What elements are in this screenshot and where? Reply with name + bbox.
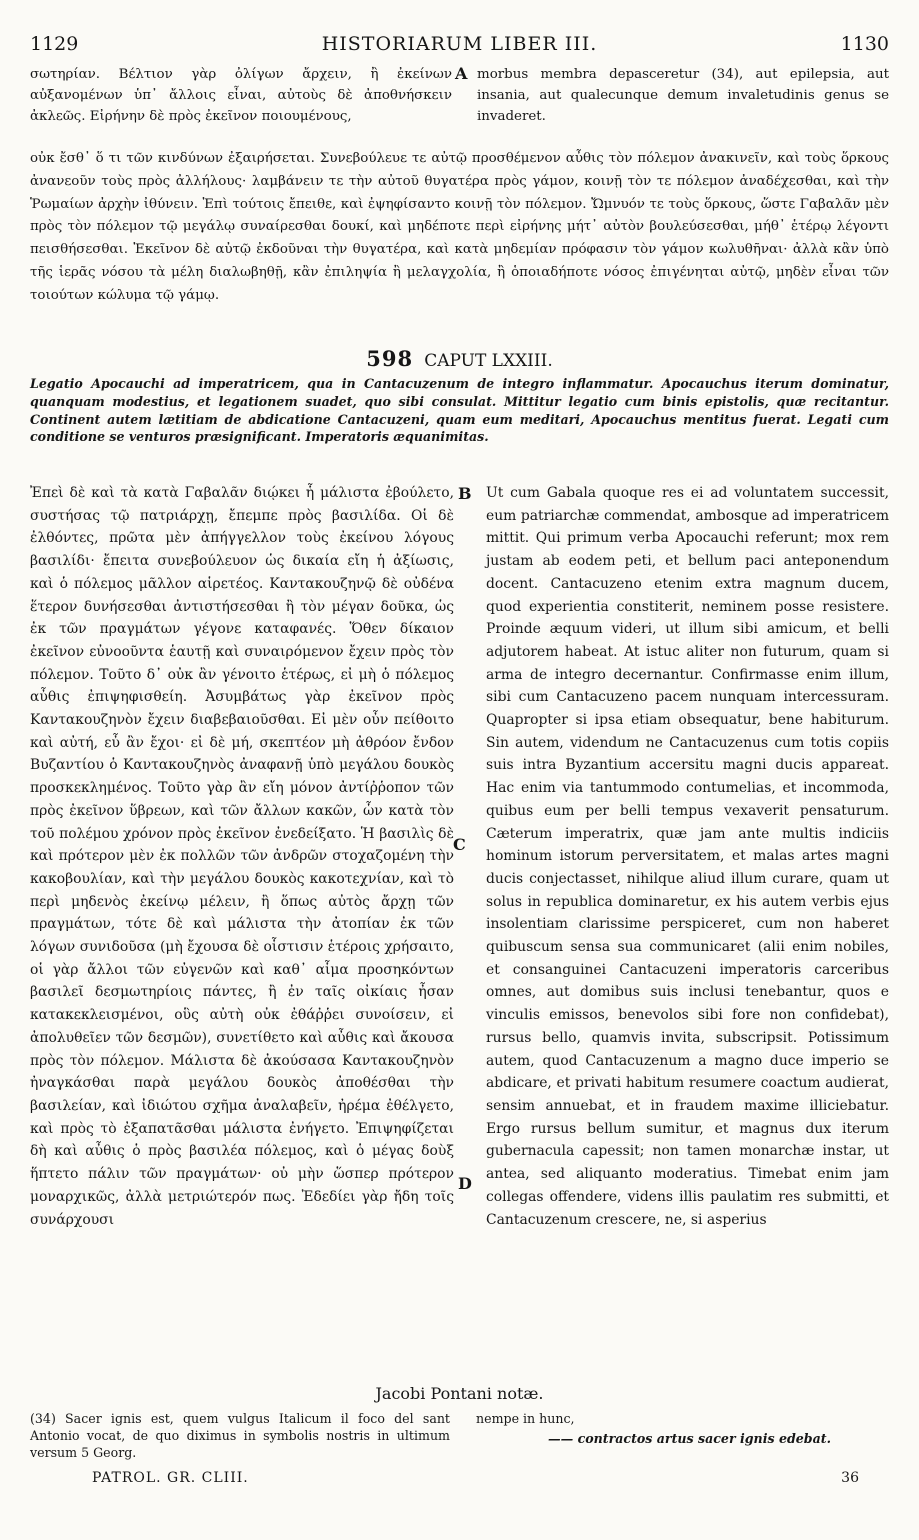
latin-column: Ut cum Gabala quoque res ei ad voluntatem successit, eum patriarchæ commendat, ambosque ad imperatricem mittit. Qui primum verba Apocauchi referunt; mox rem justam ab eodem peti, et bellum paci anteponendum docent. Cantacuzeno etenim extra magnum ducem, quod experientia constiterit, neminem posse resistere. Proinde æquum videri, ut illum sibi amicum, et belli adjutorem habeat. At istuc aliter non futurum, quam si arma de integro decernantur. Confirmasse enim illum, sibi cum Cantacuzeno pacem nunquam intercessuram. Quapropter si ipsa etiam obsequatur, bene habiturum. Sin autem, videndum ne Cantacuzenus cum totis copiis suis intra Byzantium accersitu magni ducis appareat. Hac enim via tantummodo contumelias, et incommoda, quibus eum per belli tempus vexaverit pensaturum. Cæterum imperatrix, quæ jam ante multis indiciis hominum istorum perversitatem, et malas artes magni ducis conjectasset, nihilque aliud illum curare, quam ut solus in republica dominaretur, ex his autem verbis ejus insolentiam clarissime perspiceret, cum non haberet quibuscum sensa sua communicaret (alii enim nobiles, et consanguinei Cantacuzeni imperatoris carceribus omnes, aut domibus suis inclusi tenebantur, quos e vinculis emissos, benevolos sibi fore non confidebat), rursus bello, quamvis invita, subscripsit. Potissimum autem, quod Cantacuzenum a magno duce imperio se abdicare, et privati habitum resumere coactum audierat, sensim annuebat, et in fraudem maxime illiciebatur. Ergo rursus bellum sumitur, et magnus dux iterum gubernacula capessit; non tamen monarchæ instar, ut antea, sed aliquanto moderatius. Timebat enim jam collegas offendere, videns illis paulatim res submitti, et Cantacuzenum crescere, ne, si asperius: [486, 485, 889, 1228]
greek-column: Ἐπεὶ δὲ καὶ τὰ κατὰ Γαβαλᾶν διῴκει ἧ μάλιστα ἐβούλετο, συστήσας τῷ πατριάρχῃ, ἔπεμπε πρὸς βασιλίδα. Οἱ δὲ ἐλθόντες, πρῶτα μὲν ἀπήγγελλον τοὺς ἐκείνου λόγους βασιλίδι· ἔπειτα συνεβούλευον ὡς δικαία εἴη ἡ ἀξίωσις, καὶ ὁ πόλεμος μᾶλλον αἱρετέος. Καντακουζηνῷ δὲ οὐδένα ἕτερον δυνήσεσθαι ἀντιστήσεσθαι ἢ τὸν μέγαν δοῦκα, ὡς ἐκ τῶν πραγμάτων γέγονε καταφανές. Ὅθεν δίκαιον ἐκεῖνον εὐνοοῦντα ἑαυτῇ καὶ συναιρόμενον ἔχειν πρὸς τὸν πόλεμον. Τοῦτο δ᾽ οὐκ ἂν γένοιτο ἑτέρως, εἰ μὴ ὁ πόλεμος αὖθις ἐπιψηφισθείη. Ἀσυμβάτως γὰρ ἐκεῖνον πρὸς Καντακουζηνὸν ἔχειν διαβεβαιοῦσθαι. Εἰ μὲν οὖν πείθοιτο καὶ αὐτή, εὖ ἂν ἔχοι· εἰ δὲ μή, σκεπτέον μὴ ἀθρόον ἔνδον Βυζαντίου ὁ Καντακουζηνὸς ἀναφανῇ ὑπὸ μεγάλου δουκὸς προσκεκλημένος. Τοῦτο γὰρ ἂν εἴη μόνον ἀντίῤῥοπον τῶν πρὸς ἐκεῖνον ὕβρεων, καὶ τῶν ἄλλων κακῶν, ὧν κατὰ τὸν τοῦ πολέμου χρόνον πρὸς ἐκεῖνον ἐνεδείξατο. Ἡ βασιλὶς δὲ καὶ πρότερον μὲν ἐκ πολλῶν τῶν ἀνδρῶν στοχαζομένη τὴν κακοβουλίαν, καὶ τὴν μεγάλου δουκὸς κακοτεχνίαν, καὶ τὸ περὶ μηδενὸς ἐκείνῳ μέλειν, ἢ ὅπως αὐτὸς ἄρχῃ τῶν πραγμάτων, τότε δὲ καὶ μάλιστα τὴν ἀτοπίαν ἐκ τῶν λόγων συνιδοῦσα (μὴ ἔχουσα δὲ οἷστισιν ἑτέροις χρήσαιτο, οἱ γὰρ ἄλλοι τῶν εὐγενῶν καὶ καθ᾽ αἷμα προσηκόντων βασιλεῖ δεσμωτηρίοις πάντες, ἢ ἐν ταῖς οἰκίαις ἦσαν κατακεκλεισμένοι, οὓς αὐτὴ οὐκ ἐθάῤῥει συνοίσειν, εἰ ἀπολυθεῖεν τῶν δεσμῶν), συνετίθετο καὶ αὖθις καὶ ἄκουσα πρὸς τὸν πόλεμον. Μάλιστα δὲ ἀκούσασα Καντακουζηνὸν ἠναγκάσθαι παρὰ μεγάλου δουκὸς ἀποθέσθαι τὴν βασιλείαν, καὶ ἰδιώτου σχῆμα ἀναλαβεῖν, ἠρέμα ἐθέλγετο, καὶ πρὸς τὸ ἐξαπατᾶσθαι μάλιστα ἐνήγετο. Ἐπιψηφίζεται δὴ καὶ αὖθις ὁ πρὸς βασιλέα πόλεμος, καὶ ὁ μέγας δοὺξ ἥπτετο πάλιν τῶν πραγμάτων· οὐ μὴν ὥσπερ πρότερον μοναρχικῶς, ἀλλὰ μετριώτερόν πως. Ἐδεδίει γὰρ ἤδη τοῖς συνάρχουσι: [30, 485, 454, 1228]
page-number-right: 1130: [840, 33, 889, 55]
footnote-34: (34) Sacer ignis est, quem vulgus Italicum il foco del sant Antonio vocat, de quo diximus in symbolis nostris in ultimum versum 5 Georg.: [30, 1411, 450, 1460]
page-footer: [30, 1470, 889, 1490]
running-header: [30, 33, 889, 55]
footnote-continuation: nempe in hunc,: [476, 1411, 575, 1426]
margin-letter-a: A: [455, 64, 468, 83]
chapter-page-number: 598: [366, 346, 414, 371]
page-number-left: 1129: [30, 33, 79, 55]
running-title: HISTORIARUM LIBER III.: [321, 33, 598, 55]
notes-heading: Jacobi Pontani notæ.: [375, 1384, 544, 1403]
footnote-verse-quote: —— contractos artus sacer ignis edebat.: [548, 1431, 831, 1446]
greek-text-continuation: οὐκ ἔσθ᾽ ὅ τι τῶν κινδύνων ἐξαιρήσεται. Συνεβούλευε τε αὐτῷ προσθέμενον αὖθις τὸν πόλεμον ἀνακινεῖν, καὶ τοὺς ὅρκους ἀνανεοῦν τοὺς πρὸς ἀλλήλους· λαμβάνειν τε τὴν αὐτοῦ θυγατέρα πρὸς γάμον, κοινῇ τὸν τε πόλεμον ἀναδέχεσθαι, καὶ τὴν Ῥωμαίων ἀρχὴν ἰθύνειν. Ἐπὶ τούτοις ἔπειθε, καὶ ἐψηφίσαντο κοινῇ τὸν πόλεμον. Ὤμνυόν τε τοὺς ὅρκους, ὥστε Γαβαλᾶν μὲν πρὸς τὸν πόλεμον τῷ μεγάλῳ συναίρεσθαι δουκί, καὶ μηδέποτε περὶ εἰρήνης μήτ᾽ αὐτὸν βουλεύσεσθαι, μήθ᾽ ἑτέρῳ λέγοντι πεισθήσεσθαι. Ἐκεῖνον δὲ αὐτῷ ἐκδοῦναι τὴν θυγατέρα, καὶ κατὰ μηδεμίαν πρόφασιν τὸν γάμον κωλυθῆναι· ἀλλὰ κἂν ὑπὸ τῆς ἱερᾶς νόσου τὰ μέλη διαλωβηθῇ, κἂν ἐπιληψία ἢ μελαγχολία, ἢ ὁποιαδήποτε νόσος ἐπιγένηται αὐτῷ, μηδὲν εἶναι τῶν τοιούτων κώλυμα τῷ γάμῳ.: [30, 151, 889, 303]
greek-text-top: σωτηρίαν. Βέλτιον γὰρ ὀλίγων ἄρχειν, ἢ ἐκείνων αὐξανομένων ὑπ᾽ ἄλλοις εἶναι, αὐτοὺς δὲ ἀποθνήσκειν ἀκλεῶς. Εἰρήνην δὲ πρὸς ἐκεῖνον ποιουμένους,: [30, 67, 452, 124]
footer-signature-number: 36: [841, 1470, 859, 1486]
chapter-title: CAPUT LXXIII.: [424, 351, 553, 371]
margin-letter-d: D: [458, 1174, 472, 1193]
chapter-heading: [0, 346, 919, 371]
margin-letter-c: C: [453, 835, 466, 854]
latin-text-top: morbus membra depasceretur (34), aut epilepsia, aut insania, aut qualecunque demum invaletudinis genus se invaderet.: [477, 67, 889, 124]
footer-series-label: PATROL. GR. CLIII.: [92, 1470, 249, 1486]
margin-letter-b: B: [458, 484, 472, 503]
chapter-summary: Legatio Apocauchi ad imperatricem, qua in Cantacuzenum de integro inflammatur. Apocauchus iterum dominatur, quanquam modestius, et legationem suadet, quo sibi consulat. Mittitur legatio cum binis epistolis, quæ recitantur. Continent autem lætitiam de abdicatione Cantacuzeni, quam eum meditari, Apocauchus mentitus fuerat. Legati cum conditione se venturos præsignificant. Imperatoris æquanimitas.: [30, 376, 889, 445]
